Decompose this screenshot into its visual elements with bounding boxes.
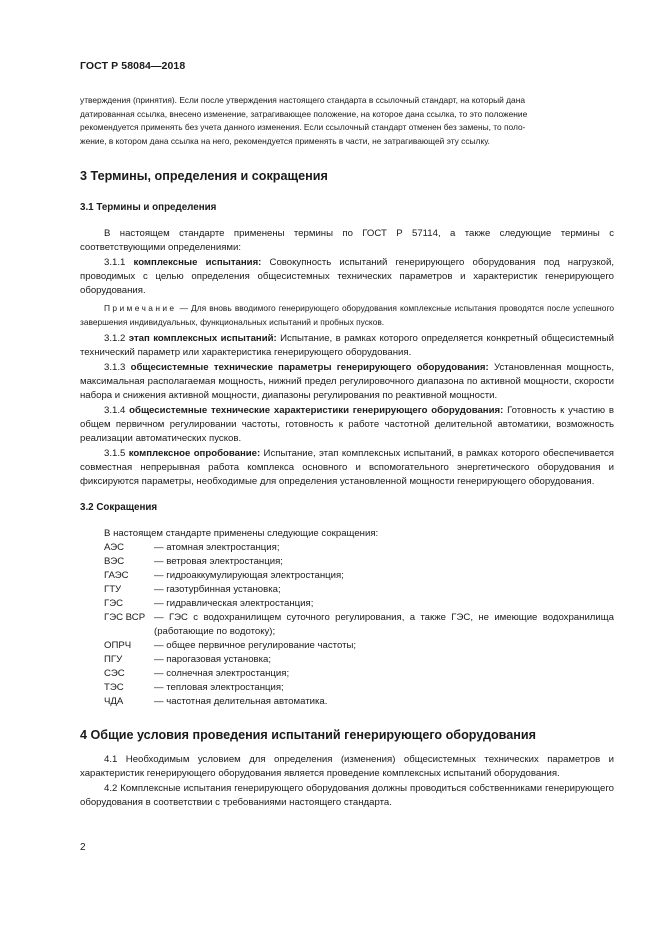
abbreviation-definition: — парогазовая установка;	[154, 654, 272, 665]
term-3-1-3	[80, 361, 614, 403]
abbreviation-definition: — солнечная электростанция;	[154, 668, 290, 679]
abbreviation-item	[104, 667, 614, 681]
abbreviation: ОПРЧ	[104, 640, 132, 651]
note-label: Примечание	[104, 303, 177, 313]
abbreviations-list	[80, 541, 614, 709]
abbreviation-item	[104, 541, 614, 555]
term-definition: Испытание, этап комплексных испытаний, в рамках которого обеспечивается совместная непрерывная работа комплекса основного и вспомогательного энергетического оборудования и фиксируются параметры, необходимые для определения установленной мощности генерирующего оборудования.	[80, 448, 614, 487]
term-name: общесистемные технические параметры генерирующего оборудования:	[130, 362, 489, 373]
term-3-1-4	[80, 404, 614, 446]
abbreviation-definition: — газотурбинная установка;	[154, 584, 281, 595]
term-definition: Готовность к участию в общем первичном регулировании частоты, готовность к работе частотной делительной автоматики, возможность реализации автоматических пусков.	[80, 405, 614, 444]
term-name: комплексные испытания:	[133, 257, 262, 268]
abbreviation-definition: — тепловая электростанция;	[154, 682, 284, 693]
term-number: 3.1.4	[104, 405, 130, 416]
abbreviation-definition: — ГЭС с водохранилищем суточного регулирования, а также ГЭС, не имеющие водохранилища (работающие по водотоку);	[154, 612, 614, 637]
abbreviation-item	[104, 695, 614, 709]
page-content	[80, 94, 614, 810]
term-3-1-5	[80, 447, 614, 489]
abbreviation-definition: — частотная делительная автоматика.	[154, 696, 328, 707]
abbreviation: ЧДА	[104, 696, 124, 707]
term-3-1-2	[80, 332, 614, 360]
abbreviation-item	[104, 597, 614, 611]
abbreviations-intro: В настоящем стандарте применены следующие сокращения:	[104, 528, 379, 539]
abbreviation: ВЭС	[104, 556, 125, 567]
abbreviation-item	[104, 639, 614, 653]
page-number: 2	[80, 842, 86, 853]
abbreviation-item	[104, 555, 614, 569]
term-number: 3.1.5	[104, 448, 129, 459]
term-number: 3.1.3	[104, 362, 131, 373]
note-text: — Для вновь вводимого генерирующего оборудования комплексные испытания проводятся после успешного завершения индивидуальных, функциональных испытаний и пробных пусков.	[80, 303, 614, 327]
abbreviation-item	[104, 681, 614, 695]
abbreviation-item	[104, 611, 614, 639]
term-3-1-1	[80, 256, 614, 298]
intro-paragraph	[80, 94, 614, 148]
term-name: общесистемные технические характеристики генерирующего оборудования:	[129, 405, 504, 416]
abbreviation: ГТУ	[104, 584, 122, 595]
document-header: ГОСТ Р 58084—2018	[80, 60, 186, 72]
intro-line: утверждения (принятия). Если после утверждения настоящего стандарта в ссылочный стандарт, на который дана	[80, 95, 525, 105]
abbreviation-item	[104, 583, 614, 597]
abbreviation: ПГУ	[104, 654, 123, 665]
term-name: комплексное опробование:	[128, 448, 261, 459]
abbreviation: ГЭС ВСР	[104, 612, 146, 623]
subsection-3-2-title: 3.2 Сокращения	[80, 502, 158, 513]
abbreviation: АЭС	[104, 542, 125, 553]
term-definition: Установленная мощность, максимальная располагаемая мощность, нижний предел регулировочного диапазона по активной мощности, скорости набора и снижения активной мощности, диапазоны регулирования по реактивной мощности.	[80, 362, 614, 401]
abbreviation: ГЭС	[104, 598, 124, 609]
abbreviation-item	[104, 653, 614, 667]
term-definition: Совокупность испытаний генерирующего оборудования под нагрузкой, проводимых с целью определения общесистемных технических параметров и характеристик генерирующего оборудования.	[80, 257, 615, 296]
abbreviation: ТЭС	[104, 682, 124, 693]
intro-line: жение, в котором дана ссылка на него, рекомендуется применять в части, не затрагивающей эту ссылку.	[80, 135, 490, 146]
abbreviation-definition: — атомная электростанция;	[154, 542, 280, 553]
abbreviation-definition: — общее первичное регулирование частоты;	[154, 640, 357, 651]
section-3-title: 3 Термины, определения и сокращения	[80, 169, 328, 183]
term-definition: Испытание, в рамках которого определяется конкретный общесистемный технический параметр или характеристика генерирующего оборудования.	[80, 333, 614, 358]
term-name: этап комплексных испытаний:	[128, 333, 277, 344]
abbreviation-definition: — ветровая электростанция;	[154, 556, 283, 567]
paragraph-4-2: 4.2 Комплексные испытания генерирующего оборудования должны проводиться собственниками генерирующего оборудования в соответствии с требованиями настоящего стандарта.	[80, 783, 614, 808]
abbreviation-definition: — гидравлическая электростанция;	[154, 598, 314, 609]
term-number: 3.1.2	[104, 333, 129, 344]
paragraph-4-1: 4.1 Необходимым условием для определения (изменения) общесистемных технических параметров и характеристик генерирующего оборудования является проведение комплексных испытаний оборудования.	[80, 754, 614, 779]
intro-line: датированная ссылка, внесено изменение, затрагивающее положение, на которое дана ссылка, то это положение	[80, 108, 528, 119]
abbreviation: ГАЭС	[104, 570, 129, 581]
term-number: 3.1.1	[104, 257, 134, 268]
abbreviation-item	[104, 569, 614, 583]
terms-intro: В настоящем стандарте применены термины по ГОСТ Р 57114, а также следующие термины с соответствующими определениями:	[80, 228, 614, 253]
term-note	[80, 302, 614, 329]
subsection-3-1-title: 3.1 Термины и определения	[80, 202, 217, 213]
abbreviation: СЭС	[104, 668, 125, 679]
abbreviation-definition: — гидроаккумулирующая электростанция;	[154, 570, 344, 581]
intro-line: рекомендуется применять без учета данного изменения. Если ссылочный стандарт отменен без замены, то поло-	[80, 122, 526, 132]
section-4-title: 4 Общие условия проведения испытаний генерирующего оборудования	[80, 728, 536, 742]
